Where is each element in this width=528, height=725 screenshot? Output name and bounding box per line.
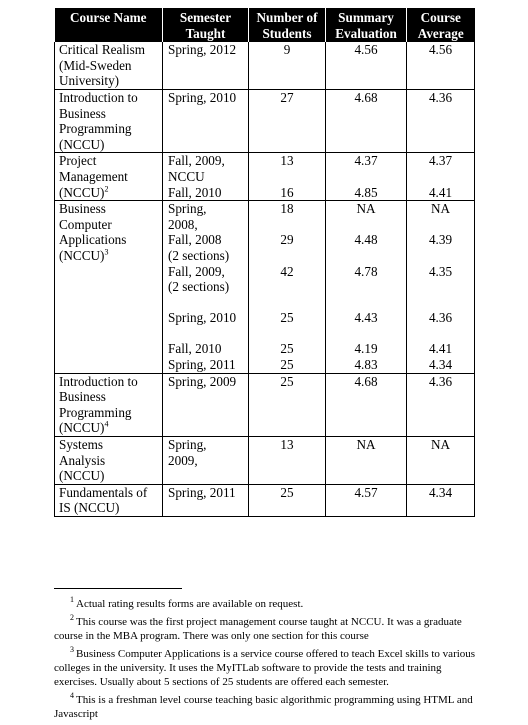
students-cell [249,484,326,516]
average-value: NA [430,437,451,453]
footnote-mark: 4 [70,691,74,701]
course-name-cell [55,89,163,152]
average-value: 4.36 [428,373,453,389]
header-course-name: Course Name [55,8,163,42]
footnote-mark: 3 [70,645,74,655]
students-value: 42 [280,263,294,279]
average-cell [407,373,475,436]
average-value: NA [430,201,451,217]
course-name-line [59,169,159,185]
average-value: 4.36 [428,310,453,326]
students-cell [249,42,326,89]
footnote-text: This is a freshman level course teaching basic algorithmic programming using HTML and Javascript [54,694,473,720]
semester-value: Spring, [168,437,207,453]
evaluation-cell [326,153,407,201]
average-value [407,279,474,295]
semester-value [168,326,245,342]
course-name-text: Critical Realism [59,42,146,58]
semester-value: Spring, 2012 [168,42,237,58]
semester-cell [163,484,249,516]
semester-value: Fall, 2010 [168,184,222,200]
course-name-line [59,121,159,137]
students-value [249,279,325,295]
evaluation-value: 4.48 [354,232,378,248]
students-value: 27 [280,89,294,105]
semester-value: (2 sections) [168,247,230,263]
table-row [55,201,475,374]
average-value: 4.56 [428,42,453,58]
header-course-average: Course Average [407,8,475,42]
course-name-line [59,453,159,469]
course-name-text: (NCCU) [59,420,105,436]
table-header [55,8,475,42]
footnote-mark: 2 [70,613,74,623]
course-name-line [59,389,159,405]
footnote-text: This course was the first project management course taught at NCCU. It was a graduate course in the MBA program. There was only one section for this course [54,616,462,642]
evaluation-value: 4.78 [354,263,378,279]
table-row [55,42,475,89]
average-value: 4.36 [428,89,453,105]
course-name-cell [55,484,163,516]
semester-value: Fall, 2008 [168,232,222,248]
footnote-reference: 2 [104,184,109,194]
semester-cell [163,89,249,152]
course-name-cell [55,373,163,436]
course-name-text: Programming [59,121,132,137]
average-value: 4.41 [428,184,453,200]
semester-value: Fall, 2009, [168,263,225,279]
students-cell [249,437,326,485]
students-value: 16 [280,184,294,200]
evaluation-value: 4.83 [354,357,378,373]
semester-value: Fall, 2009, [168,153,225,169]
semester-cell [163,437,249,485]
evaluation-value: 4.19 [354,341,378,357]
students-value: 18 [280,201,294,217]
course-name-cell [55,437,163,485]
students-value [249,248,325,264]
evaluation-value: 4.85 [354,184,378,200]
average-cell [407,153,475,201]
footnote-mark: 1 [70,595,74,605]
average-value [407,248,474,264]
footnote-text: Actual rating results forms are available on request. [76,598,304,610]
students-cell [249,153,326,201]
evaluation-cell [326,484,407,516]
course-name-text: Business [59,389,106,405]
students-value: 13 [280,153,294,169]
course-name-text: Management [59,168,128,184]
header-number-of-students: Number of Students [249,8,326,42]
course-name-line [59,420,159,436]
course-name-text: (NCCU) [59,468,105,484]
average-value [407,169,474,185]
evaluation-value: 4.43 [354,310,378,326]
average-value: 4.35 [428,263,453,279]
semester-value: Spring, 2010 [168,89,237,105]
footnote-item [54,647,486,689]
course-name-cell [55,42,163,89]
course-name-line [59,153,159,169]
footnote-text: Business Computer Applications is a service course offered to teach Excel skills to various colleges in the university. It uses the MyITLab software to provide the tests and training exercises. Usually about 5 sections of 25 students are offered each semester. [54,648,476,688]
course-name-line [59,137,159,153]
table-body [55,42,475,516]
course-name-line [59,201,159,217]
evaluation-value: NA [356,437,376,453]
average-value [407,217,474,233]
students-cell [249,201,326,374]
semester-cell [163,201,249,374]
header-semester-taught: Semester Taught [163,8,249,42]
footnote-separator [54,588,182,589]
semester-value: 2008, [168,216,198,232]
header-row [55,8,475,42]
students-cell [249,89,326,152]
evaluation-value: 4.57 [354,484,378,500]
course-name-text: Introduction to [59,89,138,105]
table-row [55,484,475,516]
course-name-text: (NCCU) [59,184,105,200]
semester-cell [163,153,249,201]
semester-value [168,295,245,311]
course-name-line [59,90,159,106]
semester-value: Spring, 2011 [168,357,236,373]
course-name-line [59,485,159,501]
average-value: 4.41 [428,341,453,357]
footnote-item [54,693,486,721]
evaluation-value [326,169,406,185]
evaluation-cell [326,437,407,485]
average-value: 4.34 [428,484,453,500]
students-value [249,217,325,233]
course-name-line [59,73,159,89]
course-name-cell [55,201,163,374]
average-cell [407,201,475,374]
course-name-text: (NCCU) [59,247,105,263]
semester-value: NCCU [168,168,205,184]
students-value: 25 [280,310,294,326]
students-value [249,326,325,342]
semester-value: 2009, [168,452,198,468]
semester-value: Spring, 2009 [168,373,237,389]
course-name-line [59,248,159,264]
table-row [55,437,475,485]
course-name-text: Programming [59,404,132,420]
course-name-text: Applications [59,232,127,248]
semester-value: (2 sections) [168,279,230,295]
evaluation-value [326,217,406,233]
students-value: 25 [280,373,294,389]
students-value: 9 [283,42,291,58]
course-table [54,8,475,517]
course-name-text: Business [59,105,106,121]
average-value: 4.39 [428,232,453,248]
course-name-text: Business [59,201,106,217]
evaluation-value: 4.56 [354,42,378,58]
students-value: 25 [280,341,294,357]
average-cell [407,484,475,516]
footnote-item [54,597,486,611]
table-row [55,373,475,436]
average-value [407,326,474,342]
course-name-text: (NCCU) [59,136,105,152]
semester-cell [163,42,249,89]
course-name-text: Computer [59,216,112,232]
course-name-text: Analysis [59,452,106,468]
course-name-line [59,437,159,453]
course-name-line [59,185,159,201]
semester-value: Spring, 2011 [168,484,236,500]
course-name-text: Introduction to [59,373,138,389]
evaluation-value: NA [356,201,376,217]
course-name-text: University) [59,73,120,89]
average-cell [407,42,475,89]
evaluation-value: 4.37 [354,153,378,169]
footnote-item [54,615,486,643]
course-name-line [59,42,159,58]
students-value [249,295,325,311]
course-name-line [59,106,159,122]
students-value: 13 [280,437,294,453]
course-name-line [59,468,159,484]
students-value: 25 [280,484,294,500]
evaluation-cell [326,373,407,436]
evaluation-value [326,279,406,295]
evaluation-cell [326,42,407,89]
evaluation-value: 4.68 [354,373,378,389]
table-row [55,89,475,152]
average-value [407,295,474,311]
course-name-line [59,217,159,233]
evaluation-cell [326,89,407,152]
course-name-line [59,500,159,516]
footnote-reference: 3 [104,247,109,257]
course-name-text: Systems [59,437,103,453]
semester-cell [163,373,249,436]
average-cell [407,437,475,485]
footnote-reference: 4 [104,420,109,430]
footnotes [54,597,486,725]
average-cell [407,89,475,152]
evaluation-cell [326,201,407,374]
table-row [55,153,475,201]
course-name-text: (Mid-Sweden [59,57,132,73]
students-value: 29 [280,232,294,248]
header-summary-evaluation: Summary Evaluation [326,8,407,42]
semester-value: Spring, 2010 [168,310,237,326]
evaluation-value: 4.68 [354,89,378,105]
average-value: 4.34 [428,357,453,373]
course-name-line [59,58,159,74]
course-name-text: IS (NCCU) [59,500,120,516]
course-name-line [59,374,159,390]
course-name-line [59,232,159,248]
semester-value: Fall, 2010 [168,341,222,357]
evaluation-value [326,248,406,264]
average-value: 4.37 [428,153,453,169]
course-name-cell [55,153,163,201]
course-name-text: Project [59,153,97,169]
students-cell [249,373,326,436]
students-value [249,169,325,185]
semester-value: Spring, [168,201,207,217]
students-value: 25 [280,357,294,373]
evaluation-value [326,326,406,342]
evaluation-value [326,295,406,311]
course-name-line [59,405,159,421]
course-name-text: Fundamentals of [59,484,148,500]
